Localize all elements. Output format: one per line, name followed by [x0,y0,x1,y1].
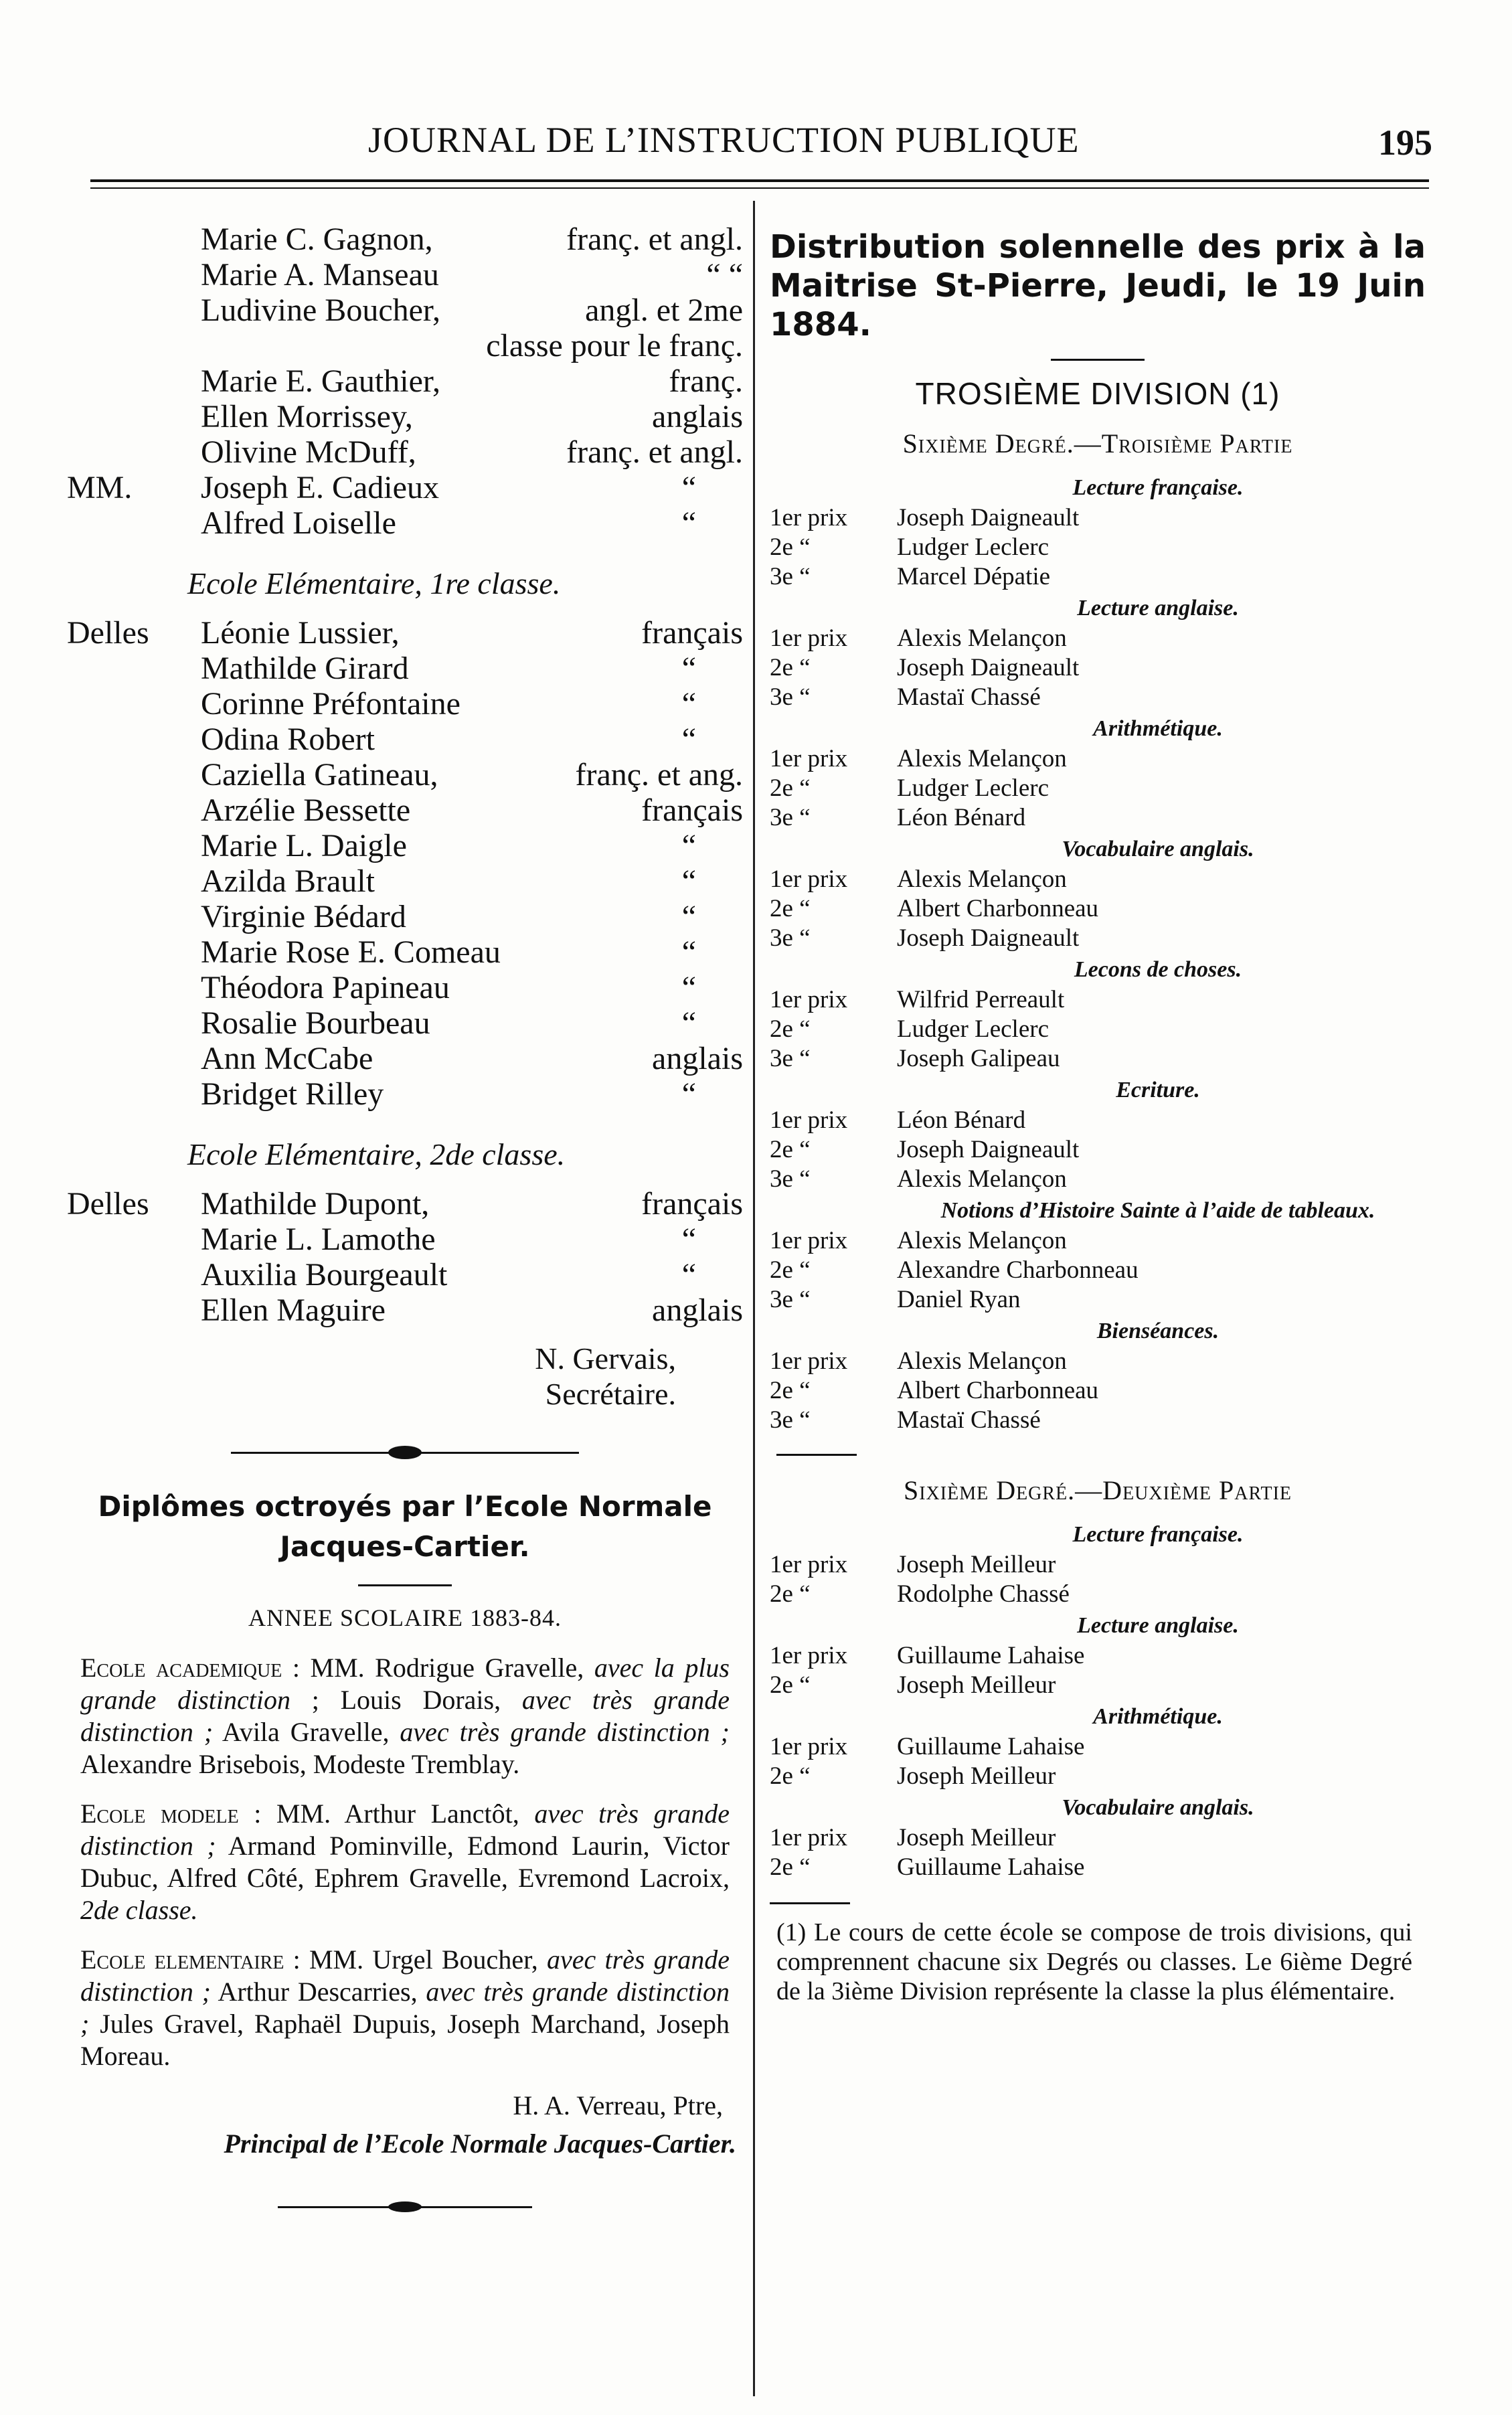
right-column [763,228,1432,2006]
prize-row [763,1015,1432,1044]
prize-row [763,1285,1432,1315]
person-name: Azilda Brault [201,863,375,899]
text: Alexandre Brisebois, Modeste Tremblay. [80,1749,520,1779]
prize-winner: Ludger Leclerc [897,533,1049,561]
prize-rank: 3e “ [770,924,811,952]
subject-language: français [641,615,743,651]
text: Arthur Descarries, [210,1977,426,2007]
prize-rank: 3e “ [770,804,811,831]
subject-language: classe pour le franç. [486,328,743,363]
prize-rank: 3e “ [770,1286,811,1313]
list-item [67,756,743,792]
subject-heading: Lecture française. [1072,475,1244,500]
person-name: Odina Robert [201,722,375,757]
prize-row [763,503,1432,533]
prize-rank: 2e “ [770,1671,811,1699]
list-item [67,1076,743,1111]
list-item [67,1040,743,1076]
title-prefix: Delles [67,615,149,651]
prize-winner: Joseph Meilleur [897,1671,1056,1699]
person-name: Marie C. Gagnon, [201,222,433,257]
prize-row [763,1106,1432,1135]
principal-name: H. A. Verreau, Ptre, [513,2090,723,2120]
ecole-modele-label: Ecole modele : [80,1799,262,1829]
ecole-elementaire-label: Ecole elementaire : [80,1944,301,1975]
list-item [67,256,743,292]
prize-row [763,744,1432,774]
person-name: Marie L. Lamothe [201,1222,436,1257]
distinction: 2de classe. [80,1895,198,1925]
prize-row [763,653,1432,683]
prize-row [763,1853,1432,1882]
list-item [67,1185,743,1221]
prize-winner: Marcel Dépatie [897,563,1051,590]
person-name: Joseph E. Cadieux [201,470,439,505]
prize-rank: 3e “ [770,683,811,711]
person-name: Bridget Rilley [201,1076,384,1112]
degre-heading-part1: Sixième Degré.—Troisième Partie [902,428,1293,459]
subject-heading: Lecture anglaise. [1077,1613,1239,1638]
prize-list-part1 [763,475,1432,1435]
division-heading: TROSIÈME DIVISION (1) [915,376,1280,411]
text: Avila Gravelle, [213,1717,400,1747]
list-item [67,221,743,256]
ecole-academique-label: Ecole academique : [80,1653,300,1683]
distinction: avec très grande distinction ; [80,1799,730,1861]
subject-language: français [641,1186,743,1222]
prize-rank: 2e “ [770,1762,811,1790]
prize-rank: 2e “ [770,1136,811,1163]
list-item [67,398,743,434]
prize-winner: Joseph Galipeau [897,1045,1060,1072]
prize-winner: Wilfrid Perreault [897,986,1065,1013]
prize-row [763,533,1432,562]
prize-winner: Guillaume Lahaise [897,1853,1085,1881]
subject-language: “ [681,970,696,1005]
subject-language: anglais [652,1293,743,1328]
prize-row [763,1641,1432,1671]
prize-winner: Alexis Melançon [897,745,1067,772]
subject-heading: Arithmétique. [1093,716,1223,741]
prize-winner: Joseph Daigneault [897,504,1080,531]
title-prefix: MM. [67,470,133,505]
ornament-divider [67,1445,743,1457]
footnote: (1) Le cours de cette école se compose de trois divisions, qui comprennent chacune six Degrés ou classes. Le 6ième Degré de la 3ième Division représente la classe la plus élémentaire. [776,1918,1412,2005]
prize-row [763,1347,1432,1376]
person-name: Alfred Loiselle [201,505,396,541]
list-item [67,292,743,327]
prize-winner: Alexis Melançon [897,865,1067,893]
subject-heading: Bienséances. [1096,1319,1220,1343]
subject-language: “ [681,651,696,686]
person-name: Marie A. Manseau [201,257,439,293]
prize-rank: 3e “ [770,1045,811,1072]
prize-winner: Joseph Meilleur [897,1762,1056,1790]
person-name: Rosalie Bourbeau [201,1005,430,1041]
left-column [67,221,743,2212]
subject-language: “ [681,1257,696,1293]
prize-winner: Mastaï Chassé [897,683,1041,711]
subject-language: franç. [669,363,743,399]
subject-language: franç. et angl. [566,222,743,257]
text: Armand Pominville, Edmond Laurin, Victor Dubuc, Alfred Côté, Ephrem Gravelle, Evremond Lacroix, [80,1831,730,1893]
prize-rank: 1er prix [770,745,848,772]
prize-row [763,683,1432,712]
list-item [67,685,743,721]
text: ; Louis Dorais, [290,1685,522,1715]
prize-rank: 3e “ [770,1165,811,1193]
prize-winner: Ludger Leclerc [897,774,1049,802]
text: MM. Rodrigue Gravelle, [299,1653,594,1683]
subject-heading: Arithmétique. [1093,1704,1223,1729]
person-name: Ann McCabe [201,1041,373,1076]
short-rule [358,1584,452,1586]
subject-heading: Lecture française. [1072,1522,1244,1547]
prize-row [763,985,1432,1015]
list-item [67,650,743,685]
person-name: Mathilde Dupont, [201,1186,430,1222]
distinction: avec la plus grande distinction [80,1653,730,1715]
diplomes-title-line1: Diplômes octroyés par l’Ecole Normale [98,1490,712,1523]
ecole-elementaire-paragraph [67,1944,743,2072]
list-item [67,1221,743,1256]
prize-winner: Léon Bénard [897,1106,1026,1134]
prize-rank: 3e “ [770,563,811,590]
prize-winner: Albert Charbonneau [897,895,1099,922]
subject-language: franç. et ang. [575,757,743,793]
subject-language: “ “ [706,257,743,293]
prize-winner: Alexis Melançon [897,1227,1067,1254]
person-name: Théodora Papineau [201,970,450,1005]
distinction: avec très grande distinction ; [80,1944,730,2007]
prize-rank: 2e “ [770,1256,811,1284]
ecole-modele-paragraph [67,1798,743,1926]
annee-scolaire: ANNEE SCOLAIRE 1883-84. [248,1604,562,1631]
list-item [67,505,743,540]
separator-rule [776,1454,857,1456]
prize-row [763,1165,1432,1194]
person-name: Ellen Maguire [201,1293,386,1328]
list-item [67,1256,743,1292]
prize-row [763,1376,1432,1406]
prize-winner: Rodolphe Chassé [897,1580,1070,1608]
subject-heading: Ecriture. [1116,1078,1200,1102]
prize-row [763,894,1432,924]
list-item [67,327,743,363]
list-item [67,898,743,934]
prize-winner: Joseph Daigneault [897,924,1080,952]
diplomes-title [67,1487,743,1567]
subject-language: “ [681,686,696,722]
prize-row [763,1550,1432,1580]
prize-row [763,924,1432,953]
prize-winner: Guillaume Lahaise [897,1642,1085,1669]
prize-rank: 2e “ [770,654,811,681]
subject-heading: Vocabulaire anglais. [1062,837,1254,861]
subject-language: “ [681,505,696,541]
list-item [67,934,743,969]
subject-language: anglais [652,1041,743,1076]
subject-heading: Lecons de choses. [1074,957,1242,982]
prize-winner: Mastaï Chassé [897,1406,1041,1434]
prize-rank: 1er prix [770,986,848,1013]
subject-language: “ [681,1222,696,1257]
section-heading-1re-classe: Ecole Elémentaire, 1re classe. [187,566,561,600]
prize-winner: Joseph Daigneault [897,654,1080,681]
subject-language: “ [681,863,696,899]
column-divider [753,201,755,2396]
list-item [67,721,743,756]
ecole-academique-paragraph [67,1652,743,1780]
subject-language: “ [681,1005,696,1041]
list-item [67,1292,743,1327]
prize-row [763,774,1432,803]
subject-language: français [641,793,743,828]
prize-rank: 3e “ [770,1406,811,1434]
distinction: avec très grande distinction ; [400,1717,730,1747]
person-name: Mathilde Girard [201,651,409,686]
name-list-3 [67,1185,743,1327]
prize-winner: Alexis Melançon [897,1165,1067,1193]
prize-row [763,1256,1432,1285]
prize-row [763,1823,1432,1853]
section-heading-2de-classe: Ecole Elémentaire, 2de classe. [187,1137,566,1171]
diplomes-title-line2: Jacques-Cartier. [280,1530,530,1563]
prize-row [763,1671,1432,1700]
distribution-title: Distribution solennelle des prix à la Maitrise St-Pierre, Jeudi, le 19 Juin 1884. [770,228,1426,343]
prize-rank: 1er prix [770,1106,848,1134]
prize-list-part2 [763,1522,1432,1882]
prize-winner: Joseph Meilleur [897,1824,1056,1851]
prize-winner: Alexis Melançon [897,624,1067,652]
person-name: Marie L. Daigle [201,828,407,863]
prize-winner: Albert Charbonneau [897,1377,1099,1404]
subject-language: “ [681,828,696,863]
title-prefix: Delles [67,1186,149,1222]
distinction: avec très grande distinction ; [80,1685,730,1747]
prize-winner: Alexandre Charbonneau [897,1256,1139,1284]
name-list-2 [67,614,743,1111]
list-item [67,614,743,650]
prize-row [763,1226,1432,1256]
person-name: Auxilia Bourgeault [201,1257,448,1293]
prize-rank: 1er prix [770,1347,848,1375]
prize-row [763,562,1432,592]
subject-heading: Lecture anglaise. [1077,596,1239,620]
prize-row [763,1135,1432,1165]
prize-row [763,1406,1432,1435]
subject-language: “ [681,899,696,934]
page-header [87,112,1432,173]
person-name: Olivine McDuff, [201,434,416,470]
list-item [67,363,743,398]
prize-row [763,865,1432,894]
list-item [67,469,743,505]
list-item [67,969,743,1005]
person-name: Marie E. Gauthier, [201,363,440,399]
prize-row [763,1762,1432,1791]
prize-winner: Guillaume Lahaise [897,1733,1085,1760]
person-name: Marie Rose E. Comeau [201,934,501,970]
principal-title: Principal de l’Ecole Normale Jacques-Cartier. [224,2129,736,2159]
text: MM. Urgel Boucher, [300,1944,547,1975]
distinction: avec très grande distinction ; [80,1977,730,2039]
prize-row [763,1732,1432,1762]
prize-winner: Daniel Ryan [897,1286,1021,1313]
prize-rank: 2e “ [770,774,811,802]
degre-heading-part2: Sixième Degré.—Deuxième Partie [903,1475,1292,1505]
prize-rank: 1er prix [770,1824,848,1851]
prize-rank: 1er prix [770,504,848,531]
person-name: Ellen Morrissey, [201,399,413,434]
prize-rank: 1er prix [770,865,848,893]
subject-language: angl. et 2me [585,293,743,328]
prize-row [763,624,1432,653]
prize-rank: 1er prix [770,1551,848,1578]
list-item [67,863,743,898]
prize-winner: Joseph Meilleur [897,1551,1056,1578]
name-list-1 [67,221,743,540]
subject-language: franç. et angl. [566,434,743,470]
text: MM. Arthur Lanctôt, [261,1799,535,1829]
prize-rank: 2e “ [770,1377,811,1404]
subject-language: “ [681,934,696,970]
prize-winner: Joseph Daigneault [897,1136,1080,1163]
subject-heading: Notions d’Histoire Sainte à l’aide de tableaux. [940,1198,1375,1223]
header-rule [90,179,1429,182]
person-name: Ludivine Boucher, [201,293,440,328]
prize-rank: 2e “ [770,895,811,922]
signature-name: N. Gervais, [535,1341,676,1376]
subject-language: “ [681,722,696,757]
prize-rank: 2e “ [770,533,811,561]
subject-language: “ [681,470,696,505]
short-rule [1051,359,1145,361]
list-item [67,792,743,827]
prize-row [763,803,1432,833]
person-name: Caziella Gatineau, [201,757,438,793]
prize-rank: 2e “ [770,1853,811,1881]
prize-rank: 1er prix [770,1642,848,1669]
list-item [67,434,743,469]
text: Jules Gravel, Raphaël Dupuis, Joseph Marchand, Joseph Moreau. [80,2009,730,2071]
prize-rank: 2e “ [770,1015,811,1043]
person-name: Arzélie Bessette [201,793,411,828]
ornament-divider-bottom [67,2199,743,2212]
prize-rank: 2e “ [770,1580,811,1608]
prize-rank: 1er prix [770,1227,848,1254]
subject-language: “ [681,1076,696,1112]
signature-title: Secrétaire. [545,1377,676,1411]
list-item [67,827,743,863]
prize-winner: Ludger Leclerc [897,1015,1049,1043]
person-name: Virginie Bédard [201,899,406,934]
prize-rank: 1er prix [770,1733,848,1760]
prize-winner: Léon Bénard [897,804,1026,831]
person-name: Léonie Lussier, [201,615,400,651]
prize-row [763,1580,1432,1609]
page-number: 195 [1378,122,1432,163]
header-rule-thin [90,187,1429,189]
footnote-rule [770,1902,850,1904]
person-name: Corinne Préfontaine [201,686,460,722]
subject-language: anglais [652,399,743,434]
journal-title: JOURNAL DE L’INSTRUCTION PUBLIQUE [368,120,1080,160]
prize-rank: 1er prix [770,624,848,652]
subject-heading: Vocabulaire anglais. [1062,1795,1254,1820]
prize-row [763,1044,1432,1074]
prize-winner: Alexis Melançon [897,1347,1067,1375]
list-item [67,1005,743,1040]
